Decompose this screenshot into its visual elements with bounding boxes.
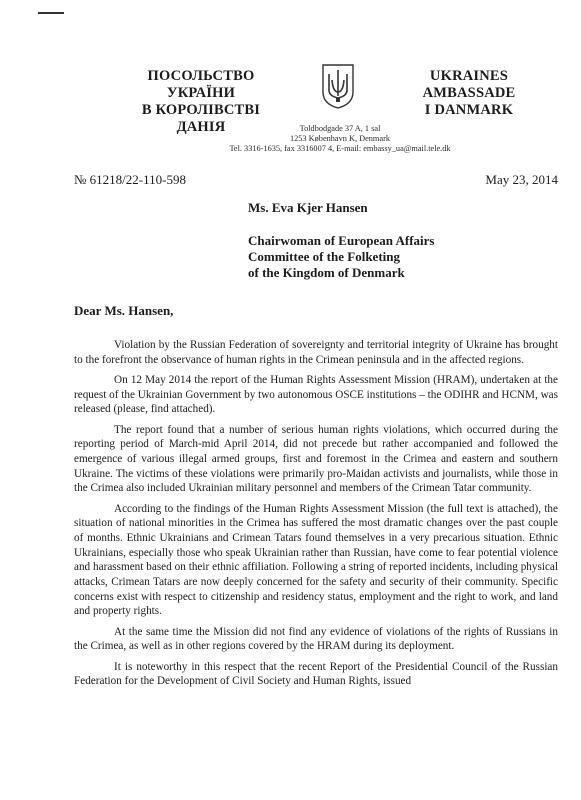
- letter-date: May 23, 2014: [485, 172, 558, 187]
- paragraph: At the same time the Mission did not find any evidence of violations of the rights of Russians in the Crimea, as well as in other regions covered by the HRAM during its deployment.: [74, 625, 558, 653]
- letterhead-ukrainian-line2: В КОРОЛІВСТВІ ДАНІЯ: [141, 102, 261, 135]
- reference-line: [74, 172, 558, 188]
- paragraph: On 12 May 2014 the report of the Human Rights Assessment Mission (HRAM), undertaken at the request of the Ukrainian Government by two autonomous OSCE institutions – the ODIHR and HCNM, was released (please, find attached).: [74, 373, 558, 416]
- letterhead-danish: [394, 68, 544, 119]
- address-city: 1253 København K, Denmark: [289, 134, 390, 143]
- embassy-address: [160, 124, 520, 154]
- reference-number: № 61218/22-110-598: [74, 172, 186, 187]
- letterhead-danish-line2: I DANMARK: [424, 102, 514, 118]
- paragraph: Violation by the Russian Federation of sovereignty and territorial integrity of Ukraine has brought to the forefront the observance of human rights in the Crimean peninsula and in the affected regions.: [74, 339, 558, 366]
- trident-emblem-icon: [320, 62, 356, 115]
- salutation: Dear Ms. Hansen,: [74, 303, 174, 318]
- letter-body: [74, 338, 558, 694]
- paragraph: The report found that a number of serious human rights violations, which occurred during the reporting period of March-mid April 2014, did not precede but rather accompanied and followed the emergence of various illegal armed groups, first and foremost in the Crimea and eastern and southern Ukraine. The victims of these violations were primarily pro-Maidan activists and journalists, while those in the Crimea also included Ukrainian military personnel and members of the Crimean Tatar community.: [74, 423, 558, 495]
- recipient-name: Ms. Eva Kjer Hansen: [248, 200, 368, 215]
- recipient-title-2: Committee of the Folketing: [248, 249, 400, 264]
- paragraph: According to the findings of the Human Rights Assessment Mission (the full text is attached), the situation of national minorities in the Crimea has suffered the most dramatic changes over the past couple of months. Ethnic Ukrainians and Crimean Tatars found themselves in a very precarious situation. Ethnic Ukrainians, especially those who speak Ukrainian rather than Russian, have come to fear potential violence and harassment based on their ethnic affiliation. Following a string of reported incidents, including physical attacks, Crimean Tatars are now deeply concerned for the safety and security of their community. Specific concerns exist with respect to citizenship and residency status, employment and the right to work, and land and property rights.: [74, 502, 558, 618]
- recipient-title-1: Chairwoman of European Affairs: [248, 233, 435, 248]
- recipient-block: [248, 200, 434, 281]
- corner-mark: [38, 12, 64, 14]
- address-street: Toldbodgade 37 A, 1 sal: [299, 124, 381, 133]
- address-contacts: Tel. 3316-1635, fax 3316007 4, E-mail: embassy_ua@mail.tele.dk: [229, 144, 451, 153]
- recipient-title-3: of the Kingdom of Denmark: [248, 265, 405, 280]
- letterhead-danish-line1: UKRAINES AMBASSADE: [422, 68, 516, 101]
- paragraph: It is noteworthy in this respect that the recent Report of the Presidential Council of the Russian Federation for the Development of Civil Society and Human Rights, issued: [74, 660, 558, 688]
- letterhead-ukrainian-line1: ПОСОЛЬСТВО УКРАЇНИ: [147, 68, 255, 101]
